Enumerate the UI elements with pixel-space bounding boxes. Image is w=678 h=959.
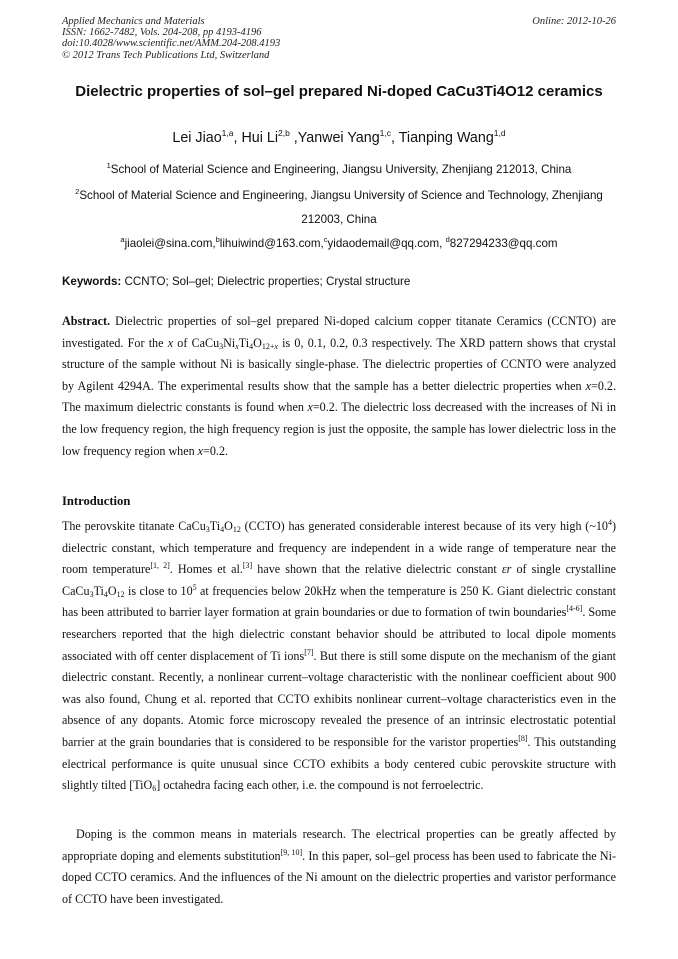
issn-line: ISSN: 1662-7482, Vols. 204-208, pp 4193-4196 <box>62 27 262 39</box>
author-sup: 1,c <box>379 128 391 138</box>
citation-ref[interactable]: [1, 2] <box>150 561 170 571</box>
introduction-paragraph-2: Doping is the common means in materials research. The electrical properties can be greatly affected by appropriate doping and elements substitution[9, 10]. In this paper, sol–gel process has been used to fabricate the Ni-doped CCTO ceramics. And the influences of the Ni amount on the dielectric properties and varistor performance of CCTO have been investigated. <box>62 827 617 906</box>
citation-ref[interactable]: [7] <box>304 647 314 657</box>
chemical-formula: $CaCu_3Ni_xTi_4O_{12+x}$ <box>191 335 278 351</box>
author-sup: 2,b <box>278 128 290 138</box>
journal-header <box>62 16 616 61</box>
section-heading-introduction: Introduction <box>62 494 131 508</box>
abstract-label: Abstract. <box>62 314 111 328</box>
citation-ref[interactable]: [8] <box>518 733 528 743</box>
keywords-label: Keywords: <box>62 275 122 288</box>
affiliation-2: $^2$School of Material Science and Engineering, Jiangsu University of Science and Technology, Zhenjiang 212003, China <box>75 187 603 226</box>
abstract-paragraph: Abstract. Dielectric properties of sol–gel prepared Ni-doped calcium copper titanate Ceramics (CCNTO) are investigated. For the x of $CaCu_3Ni_xTi_4O_{12+x}$ is 0, 0.1, 0.2, 0.3 respectively. The XRD pattern shows that crystal structure of the sample without Ni is basically single-phase. The dielectric properties of CCNTO were analyzed by Agilent 4294A. The experimental results show that the sample has a better dielectric properties when x=0.2. The maximum dielectric constants is found when x=0.2. The dielectric loss decreased with the increases of Ni in the low frequency region, the high frequency region is just the opposite, the sample has lower dielectric loss in the low frequency region when x=0.2. <box>62 314 617 458</box>
email-link[interactable]: yidaodemail@qq.com, <box>327 237 446 250</box>
author-sup: 1,d <box>493 128 506 138</box>
author-sup: 1,a <box>221 128 234 138</box>
journal-name: Applied Mechanics and Materials <box>62 16 205 27</box>
copyright-line: © 2012 Trans Tech Publications Ltd, Switzerland <box>62 49 270 61</box>
keywords <box>62 270 616 294</box>
author-name: Tianping Wang <box>398 130 494 146</box>
doi-link[interactable]: doi:10.4028/www.scientific.net/AMM.204-208.4193 <box>62 38 281 50</box>
citation-ref[interactable]: [3] <box>242 561 253 571</box>
author-name: Hui Li <box>241 130 278 146</box>
email-link[interactable]: 827294233@qq.com <box>449 237 558 250</box>
email-link[interactable]: jiaolei@sina.com, <box>124 237 216 250</box>
citation-ref[interactable]: [9, 10] <box>280 847 303 857</box>
chemical-formula: $CaCu_3Ti_4O_{12}$ <box>62 583 125 599</box>
introduction-paragraph-1: The perovskite titanate $CaCu_3Ti_4O_{12}$ (CCTO) has generated considerable interest because of its very high $(\sim 10^4)$ dielectric constant, which temperature and frequency are independent in a wide range of temperature near the room temperature[1, 2]. Homes et al.[3] have shown that the relative dielectric constant εr of single crystalline $CaCu_3Ti_4O_{12}$ is close to $10^5$ at frequencies below 20kHz when the temperature is 250 K. Giant dielectric constant has been attributed to barrier layer formation at grain boundaries or due to formation of twin boundaries[4-6]. Some researchers reported that the high dielectric constant behavior should be attributed to local dipole moments associated with off center displacement of Ti ions[7]. But there is still some dispute on the mechanism of the giant dielectric constant. Recently, a nonlinear current–voltage characteristic with the nonlinear coefficient about 900 was also found, Chung et al. reported that CCTO exhibits nonlinear current–voltage characteristics even in the absence of any dopants. Atomic force microscopy revealed the presence of an intrinsic electrostatic potential barrier at the grain boundaries that is considered to be responsible for the varistor properties[8]. This outstanding electrical performance is quite unusual since CCTO exhibits a body centered cubic perovskite structure with slightly tilted [TiO$_6$] octahedra facing each other, i.e. the compound is not ferroelectric. <box>62 518 617 794</box>
author-list: Lei Jiao$^{1,a}$, Hui Li$^{2,b}$ ,Yanwei Yang$^{1,c}$, Tianping Wang$^{1,d}$ <box>172 128 506 146</box>
keywords-text: CCNTO; Sol–gel; Dielectric properties; Crystal structure <box>121 275 411 288</box>
paper-title: Dielectric properties of sol–gel prepared Ni-doped CaCu3Ti4O12 ceramics <box>75 83 603 100</box>
email-link[interactable]: lihuiwind@163.com, <box>219 237 324 250</box>
affiliation-1: $^1$School of Material Science and Engineering, Jiangsu University, Zhenjiang 212013, China <box>106 161 572 176</box>
author-name: Lei Jiao <box>172 130 222 146</box>
author-name: Yanwei Yang <box>297 130 380 146</box>
online-date: Online: 2012-10-26 <box>532 16 616 27</box>
chemical-formula: $CaCu_3Ti_4O_{12}$ <box>178 519 241 534</box>
email-list: $^a$jiaolei@sina.com,$^b$lihuiwind@163.com,$^c$yidaodemail@qq.com, $^d$827294233@qq.com <box>120 235 558 250</box>
citation-ref[interactable]: [4-6] <box>566 604 583 614</box>
